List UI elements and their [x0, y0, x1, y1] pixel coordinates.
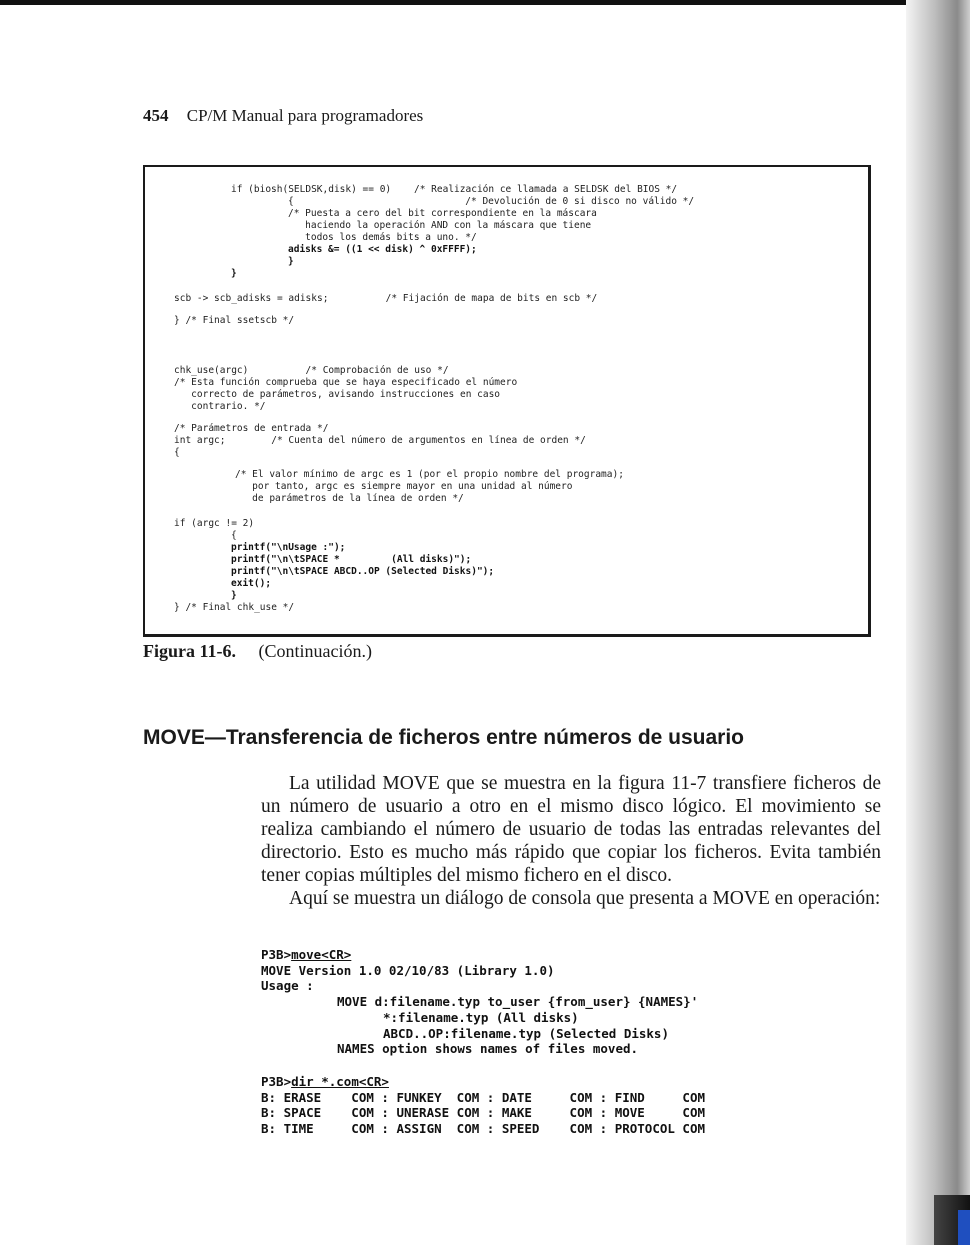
console-typed-command: dir *.com<CR>: [291, 1074, 389, 1089]
figure-caption-text: (Continuación.): [258, 641, 372, 661]
code-line: /* Esta función comprueba que se haya especificado el número: [174, 377, 518, 388]
console-output: B: TIME COM : ASSIGN COM : SPEED COM : PROTOCOL COM: [261, 1121, 706, 1137]
code-line: todos los demás bits a uno. */: [288, 232, 477, 243]
console-line: [261, 1090, 705, 1106]
console-output: *:filename.typ (All disks): [383, 1009, 579, 1025]
code-line: exit();: [231, 578, 272, 589]
code-line: {: [231, 530, 237, 541]
section-heading: MOVE—Transferencia de ficheros entre números de usuario: [143, 726, 745, 749]
code-line: }: [231, 268, 237, 279]
paragraph-1: La utilidad MOVE que se muestra en la figura 11-7 transfiere ficheros de un número de usuario a otro en el mismo disco lógico. El movimiento se realiza cambiando el número de usuario de todas las entradas relevantes del directorio. Esto es mucho más rápido que copiar los ficheros. Evita también tener copias múltiples del mismo fichero en el disco.: [261, 773, 881, 886]
code-line: }: [231, 590, 237, 601]
console-prompt: P3B>: [261, 1074, 292, 1089]
page-corner-mark: [958, 1210, 970, 1245]
console-line: [383, 1010, 579, 1026]
console-output: Usage :: [261, 978, 314, 994]
console-line: [261, 1105, 705, 1121]
code-line: {: [174, 447, 180, 458]
console-line: [261, 963, 555, 979]
page-top-edge: [0, 0, 970, 5]
code-line: if (argc != 2): [174, 518, 255, 529]
running-header: [143, 106, 423, 126]
code-line: printf("\n\tSPACE * (All disks)");: [231, 554, 472, 565]
code-line: adisks &= ((1 << disk) ^ 0xFFFF);: [288, 244, 477, 255]
console-line: [261, 978, 314, 994]
console-output: NAMES option shows names of files moved.: [337, 1041, 639, 1057]
console-line: [383, 1026, 669, 1042]
code-line: int argc; /* Cuenta del número de argumentos en línea de orden */: [174, 435, 586, 446]
paragraph-2: Aquí se muestra un diálogo de consola que presenta a MOVE en operación:: [289, 888, 881, 909]
code-line: scb -> scb_adisks = adisks; /* Fijación de mapa de bits en scb */: [174, 293, 598, 304]
code-line: por tanto, argc es siempre mayor en una unidad al número: [235, 481, 573, 492]
code-listing-box: [143, 165, 871, 637]
page-binding-edge: [906, 0, 970, 1245]
console-output: MOVE d:filename.typ to_user {from_user} {NAMES}': [337, 994, 699, 1010]
body-text: [261, 772, 881, 910]
console-output: B: SPACE COM : UNERASE COM : MAKE COM : MOVE COM: [261, 1105, 706, 1121]
code-line: de parámetros de la línea de orden */: [235, 493, 464, 504]
code-line: printf("\nUsage :");: [231, 542, 346, 553]
console-line: [337, 1041, 638, 1057]
code-line: /* Parámetros de entrada */: [174, 423, 329, 434]
page-number: 454: [143, 106, 169, 125]
figure-label: Figura 11-6.: [143, 641, 236, 661]
code-line: } /* Final chk_use */: [174, 602, 295, 613]
code-line: /* El valor mínimo de argc es 1 (por el propio nombre del programa);: [235, 469, 624, 480]
console-prompt: P3B>: [261, 947, 292, 962]
code-line: /* Puesta a cero del bit correspondiente en la máscara: [288, 208, 597, 219]
figure-caption: [143, 641, 372, 662]
console-line: [261, 947, 351, 963]
code-line: }: [288, 256, 294, 267]
code-line: contrario. */: [174, 401, 266, 412]
console-output: B: ERASE COM : FUNKEY COM : DATE COM : FIND COM: [261, 1089, 706, 1105]
code-line: chk_use(argc) /* Comprobación de uso */: [174, 365, 449, 376]
console-line: [337, 994, 698, 1010]
console-typed-command: move<CR>: [291, 947, 352, 962]
code-line: haciendo la operación AND con la máscara que tiene: [288, 220, 592, 231]
code-line: printf("\n\tSPACE ABCD..OP (Selected Disks)");: [231, 566, 495, 577]
code-line: { /* Devolución de 0 si disco no válido */: [288, 196, 695, 207]
console-output: ABCD..OP:filename.typ (Selected Disks): [383, 1025, 669, 1041]
console-output: MOVE Version 1.0 02/10/83 (Library 1.0): [261, 962, 555, 978]
console-line: [261, 1074, 389, 1090]
console-line: [261, 1121, 705, 1137]
code-line: } /* Final ssetscb */: [174, 315, 295, 326]
code-line: correcto de parámetros, avisando instrucciones en caso: [174, 389, 501, 400]
code-line: if (biosh(SELDSK,disk) == 0) /* Realización ce llamada a SELDSK del BIOS */: [231, 184, 678, 195]
running-title: CP/M Manual para programadores: [186, 106, 424, 125]
